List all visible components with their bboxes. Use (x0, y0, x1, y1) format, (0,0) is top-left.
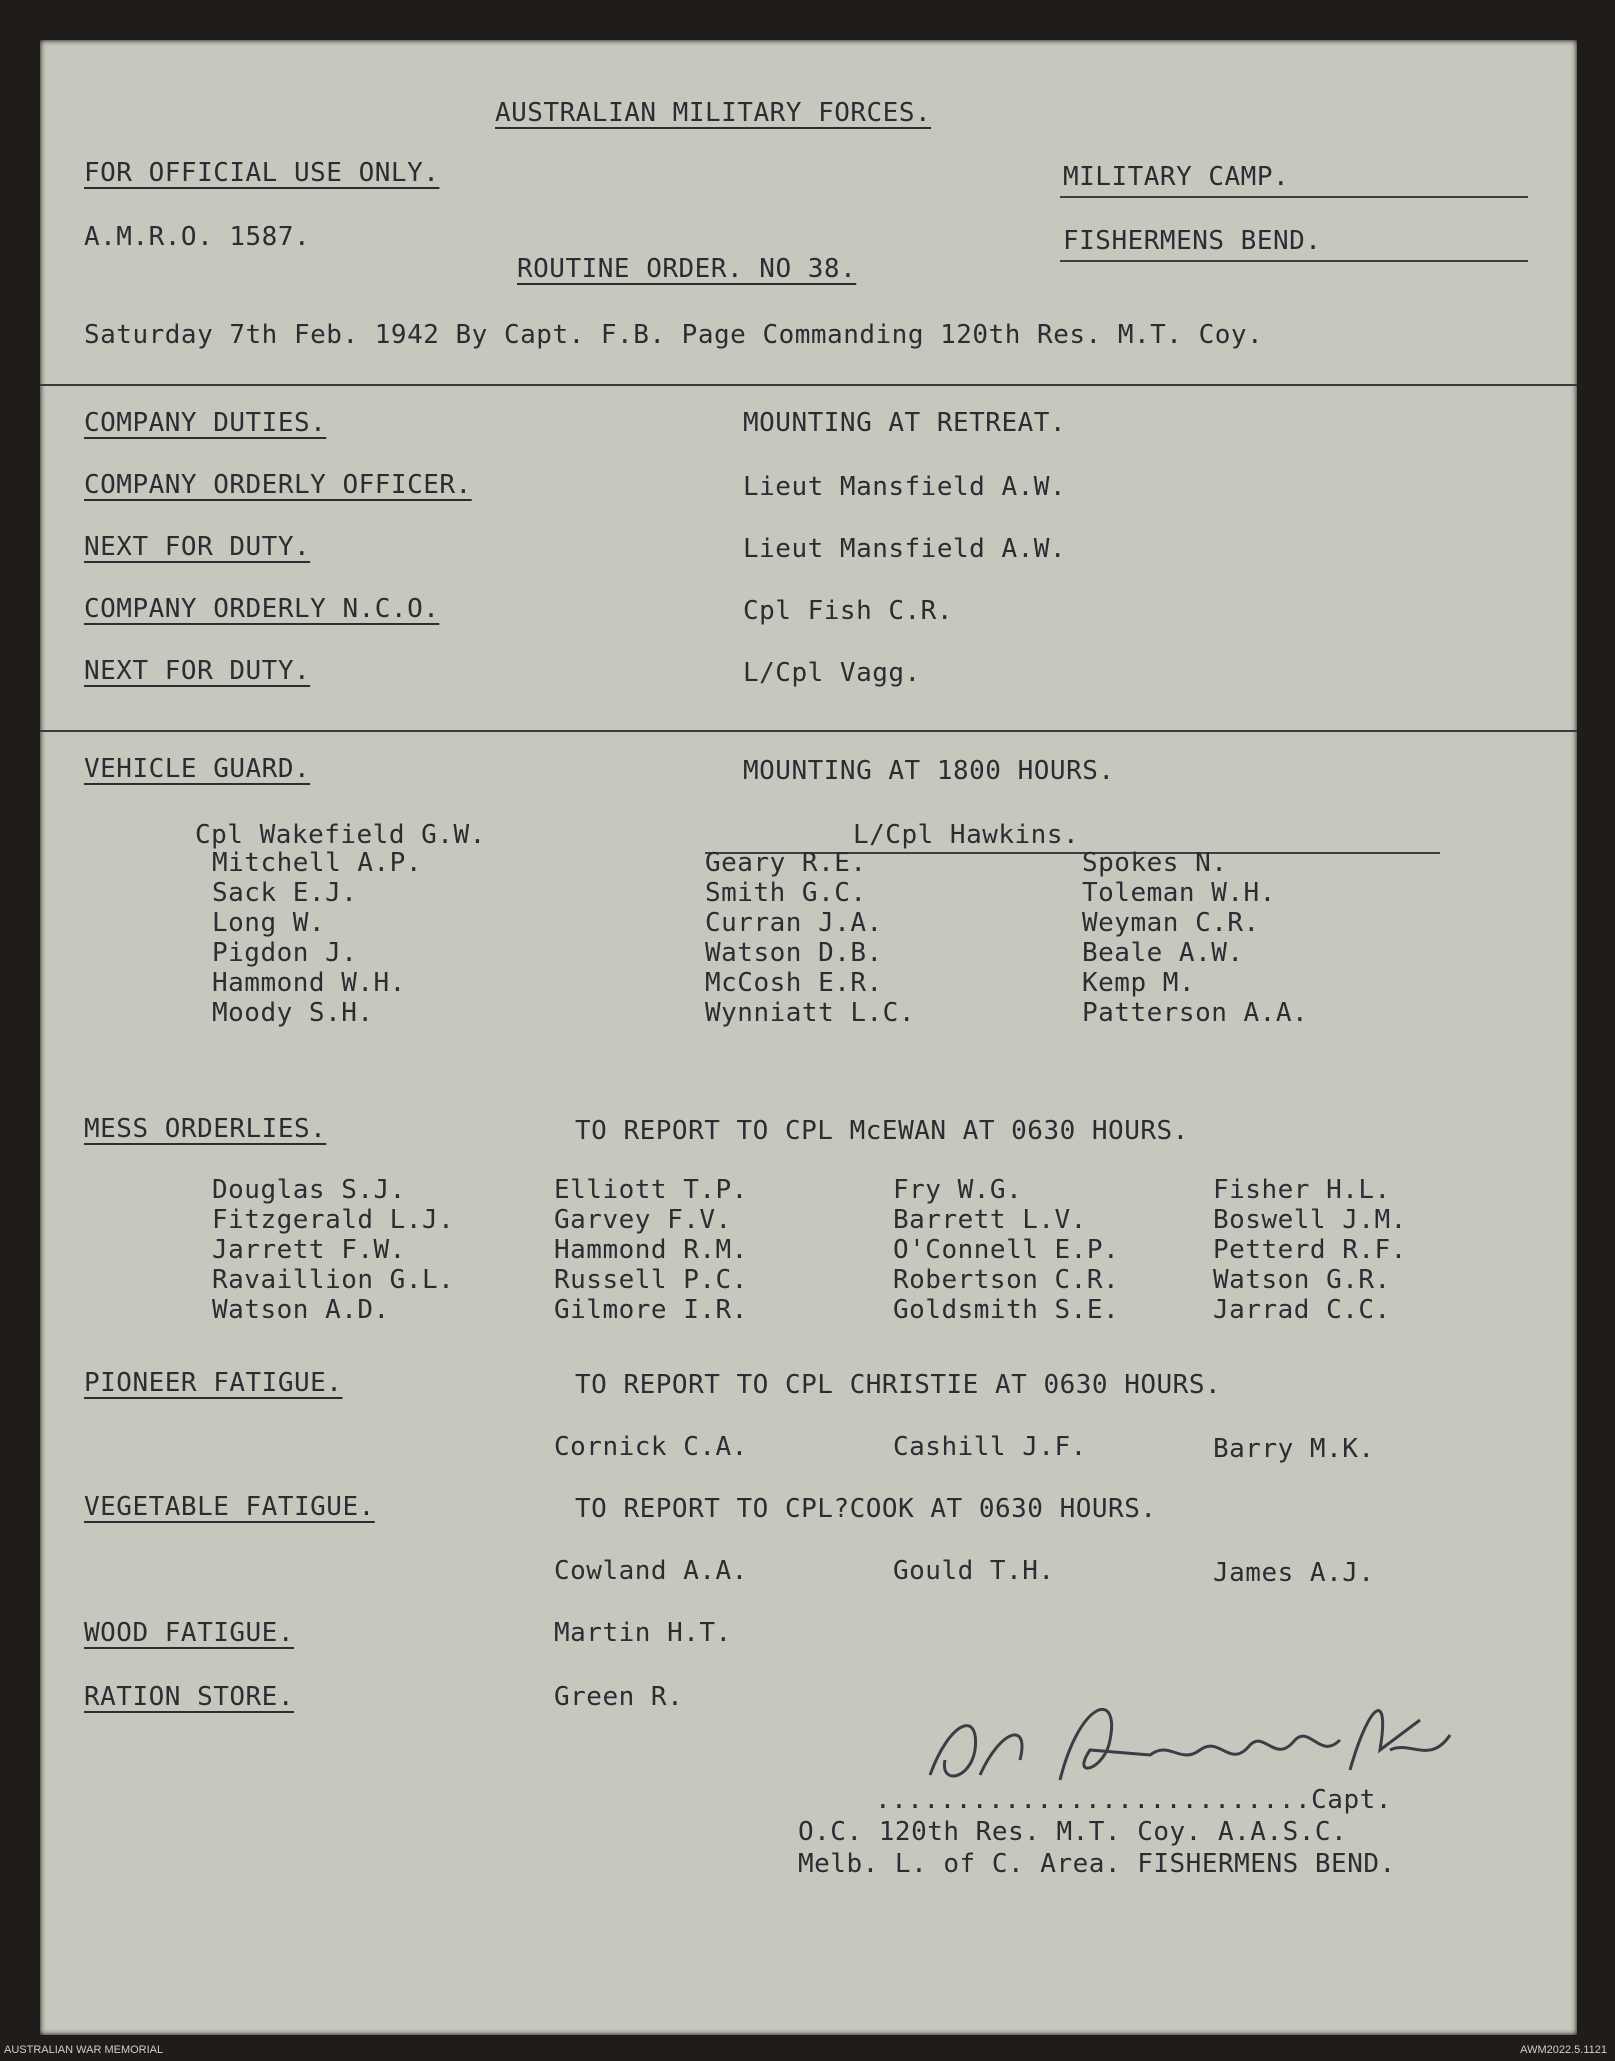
name: Gould T.H. (893, 1556, 1055, 1586)
section-label: RATION STORE. (84, 1682, 294, 1712)
section-label: WOOD FATIGUE. (84, 1618, 294, 1648)
guard-commander: Cpl Wakefield G.W. (195, 820, 486, 850)
signature-scribble (920, 1680, 1460, 1800)
name: Toleman W.H. (1082, 878, 1276, 908)
name: Wynniatt L.C. (705, 998, 915, 1028)
duty-label: COMPANY ORDERLY OFFICER. (84, 470, 472, 500)
name: Smith G.C. (705, 878, 867, 908)
name: McCosh E.R. (705, 968, 883, 998)
name: Goldsmith S.E. (893, 1295, 1120, 1325)
name: Kemp M. (1082, 968, 1196, 998)
section-note: TO REPORT TO CPL?COOK AT 0630 HOURS. (575, 1494, 1157, 1524)
mess-column (554, 1175, 748, 1325)
footer-right: AWM2022.5.1121 (1520, 2044, 1607, 2056)
signature-line: ...........................Capt. (875, 1785, 1392, 1815)
mess-column (212, 1175, 454, 1325)
name: Jarrett F.W. (212, 1235, 406, 1265)
name: Douglas S.J. (212, 1175, 406, 1205)
duty-label: COMPANY DUTIES. (84, 408, 327, 438)
guard-commander: L/Cpl Hawkins. (853, 820, 1080, 850)
guard-column (705, 848, 915, 1028)
footer-left: AUSTRALIAN WAR MEMORIAL (4, 2044, 164, 2056)
name: James A.J. (1213, 1558, 1375, 1588)
duty-value: MOUNTING AT RETREAT. (743, 408, 1067, 438)
section-label: VEHICLE GUARD. (84, 754, 311, 784)
routine-order: ROUTINE ORDER. NO 38. (517, 254, 857, 284)
name: Curran J.A. (705, 908, 883, 938)
signature-unit: O.C. 120th Res. M.T. Coy. A.A.S.C. (798, 1817, 1348, 1847)
name: Fitzgerald L.J. (212, 1205, 455, 1235)
name: Garvey F.V. (554, 1205, 732, 1235)
name: Watson D.B. (705, 938, 883, 968)
name: Fry W.G. (893, 1175, 1023, 1205)
name: Fisher H.L. (1213, 1175, 1391, 1205)
location-line (1060, 260, 1528, 262)
name: Elliott T.P. (554, 1175, 748, 1205)
org-title: AUSTRALIAN MILITARY FORCES. (495, 98, 932, 128)
name: Jarrad C.C. (1213, 1295, 1391, 1325)
mess-column (1213, 1175, 1407, 1325)
guard-column (212, 848, 422, 1028)
name: Pigdon J. (212, 938, 358, 968)
name: O'Connell E.P. (893, 1235, 1120, 1265)
name: Hammond W.H. (212, 968, 406, 998)
name: Cornick C.A. (554, 1432, 748, 1462)
name: Weyman C.R. (1082, 908, 1260, 938)
name: Mitchell A.P. (212, 848, 422, 878)
section-label: PIONEER FATIGUE. (84, 1368, 343, 1398)
name: Barry M.K. (1213, 1434, 1375, 1464)
name: Cashill J.F. (893, 1432, 1087, 1462)
section-label: VEGETABLE FATIGUE. (84, 1492, 375, 1522)
name: Geary R.E. (705, 848, 867, 878)
duty-value: Lieut Mansfield A.W. (743, 472, 1067, 502)
name: Moody S.H. (212, 998, 374, 1028)
section-note: MOUNTING AT 1800 HOURS. (743, 756, 1115, 786)
name: Hammond R.M. (554, 1235, 748, 1265)
guard-column (1082, 848, 1308, 1028)
signature-area: Melb. L. of C. Area. FISHERMENS BEND. (798, 1849, 1396, 1879)
divider (40, 384, 1577, 386)
mess-column (893, 1175, 1119, 1325)
name: Watson A.D. (212, 1295, 390, 1325)
camp-label: MILITARY CAMP. (1063, 162, 1290, 192)
name: Russell P.C. (554, 1265, 748, 1295)
amro-number: A.M.R.O. 1587. (84, 222, 311, 252)
name: Green R. (554, 1682, 684, 1712)
duty-value: Cpl Fish C.R. (743, 596, 953, 626)
duty-label: NEXT FOR DUTY. (84, 656, 311, 686)
divider (40, 730, 1577, 732)
document-sheet (40, 40, 1577, 2035)
name: Watson G.R. (1213, 1265, 1391, 1295)
name: Patterson A.A. (1082, 998, 1309, 1028)
duty-value: Lieut Mansfield A.W. (743, 534, 1067, 564)
name: Gilmore I.R. (554, 1295, 748, 1325)
name: Martin H.T. (554, 1618, 732, 1648)
name: Spokes N. (1082, 848, 1228, 878)
name: Cowland A.A. (554, 1556, 748, 1586)
duty-label: NEXT FOR DUTY. (84, 532, 311, 562)
name: Sack E.J. (212, 878, 358, 908)
camp-location: FISHERMENS BEND. (1063, 226, 1322, 256)
duty-value: L/Cpl Vagg. (743, 658, 921, 688)
dateline: Saturday 7th Feb. 1942 By Capt. F.B. Page Commanding 120th Res. M.T. Coy. (84, 320, 1264, 350)
section-label: MESS ORDERLIES. (84, 1114, 327, 1144)
duty-label: COMPANY ORDERLY N.C.O. (84, 594, 440, 624)
name: Beale A.W. (1082, 938, 1244, 968)
camp-line (1060, 196, 1528, 198)
name: Ravaillion G.L. (212, 1265, 455, 1295)
section-note: TO REPORT TO CPL CHRISTIE AT 0630 HOURS. (575, 1370, 1222, 1400)
section-note: TO REPORT TO CPL McEWAN AT 0630 HOURS. (575, 1116, 1189, 1146)
name: Boswell J.M. (1213, 1205, 1407, 1235)
name: Petterd R.F. (1213, 1235, 1407, 1265)
official-use: FOR OFFICIAL USE ONLY. (84, 158, 440, 188)
name: Long W. (212, 908, 326, 938)
name: Barrett L.V. (893, 1205, 1087, 1235)
name: Robertson C.R. (893, 1265, 1120, 1295)
